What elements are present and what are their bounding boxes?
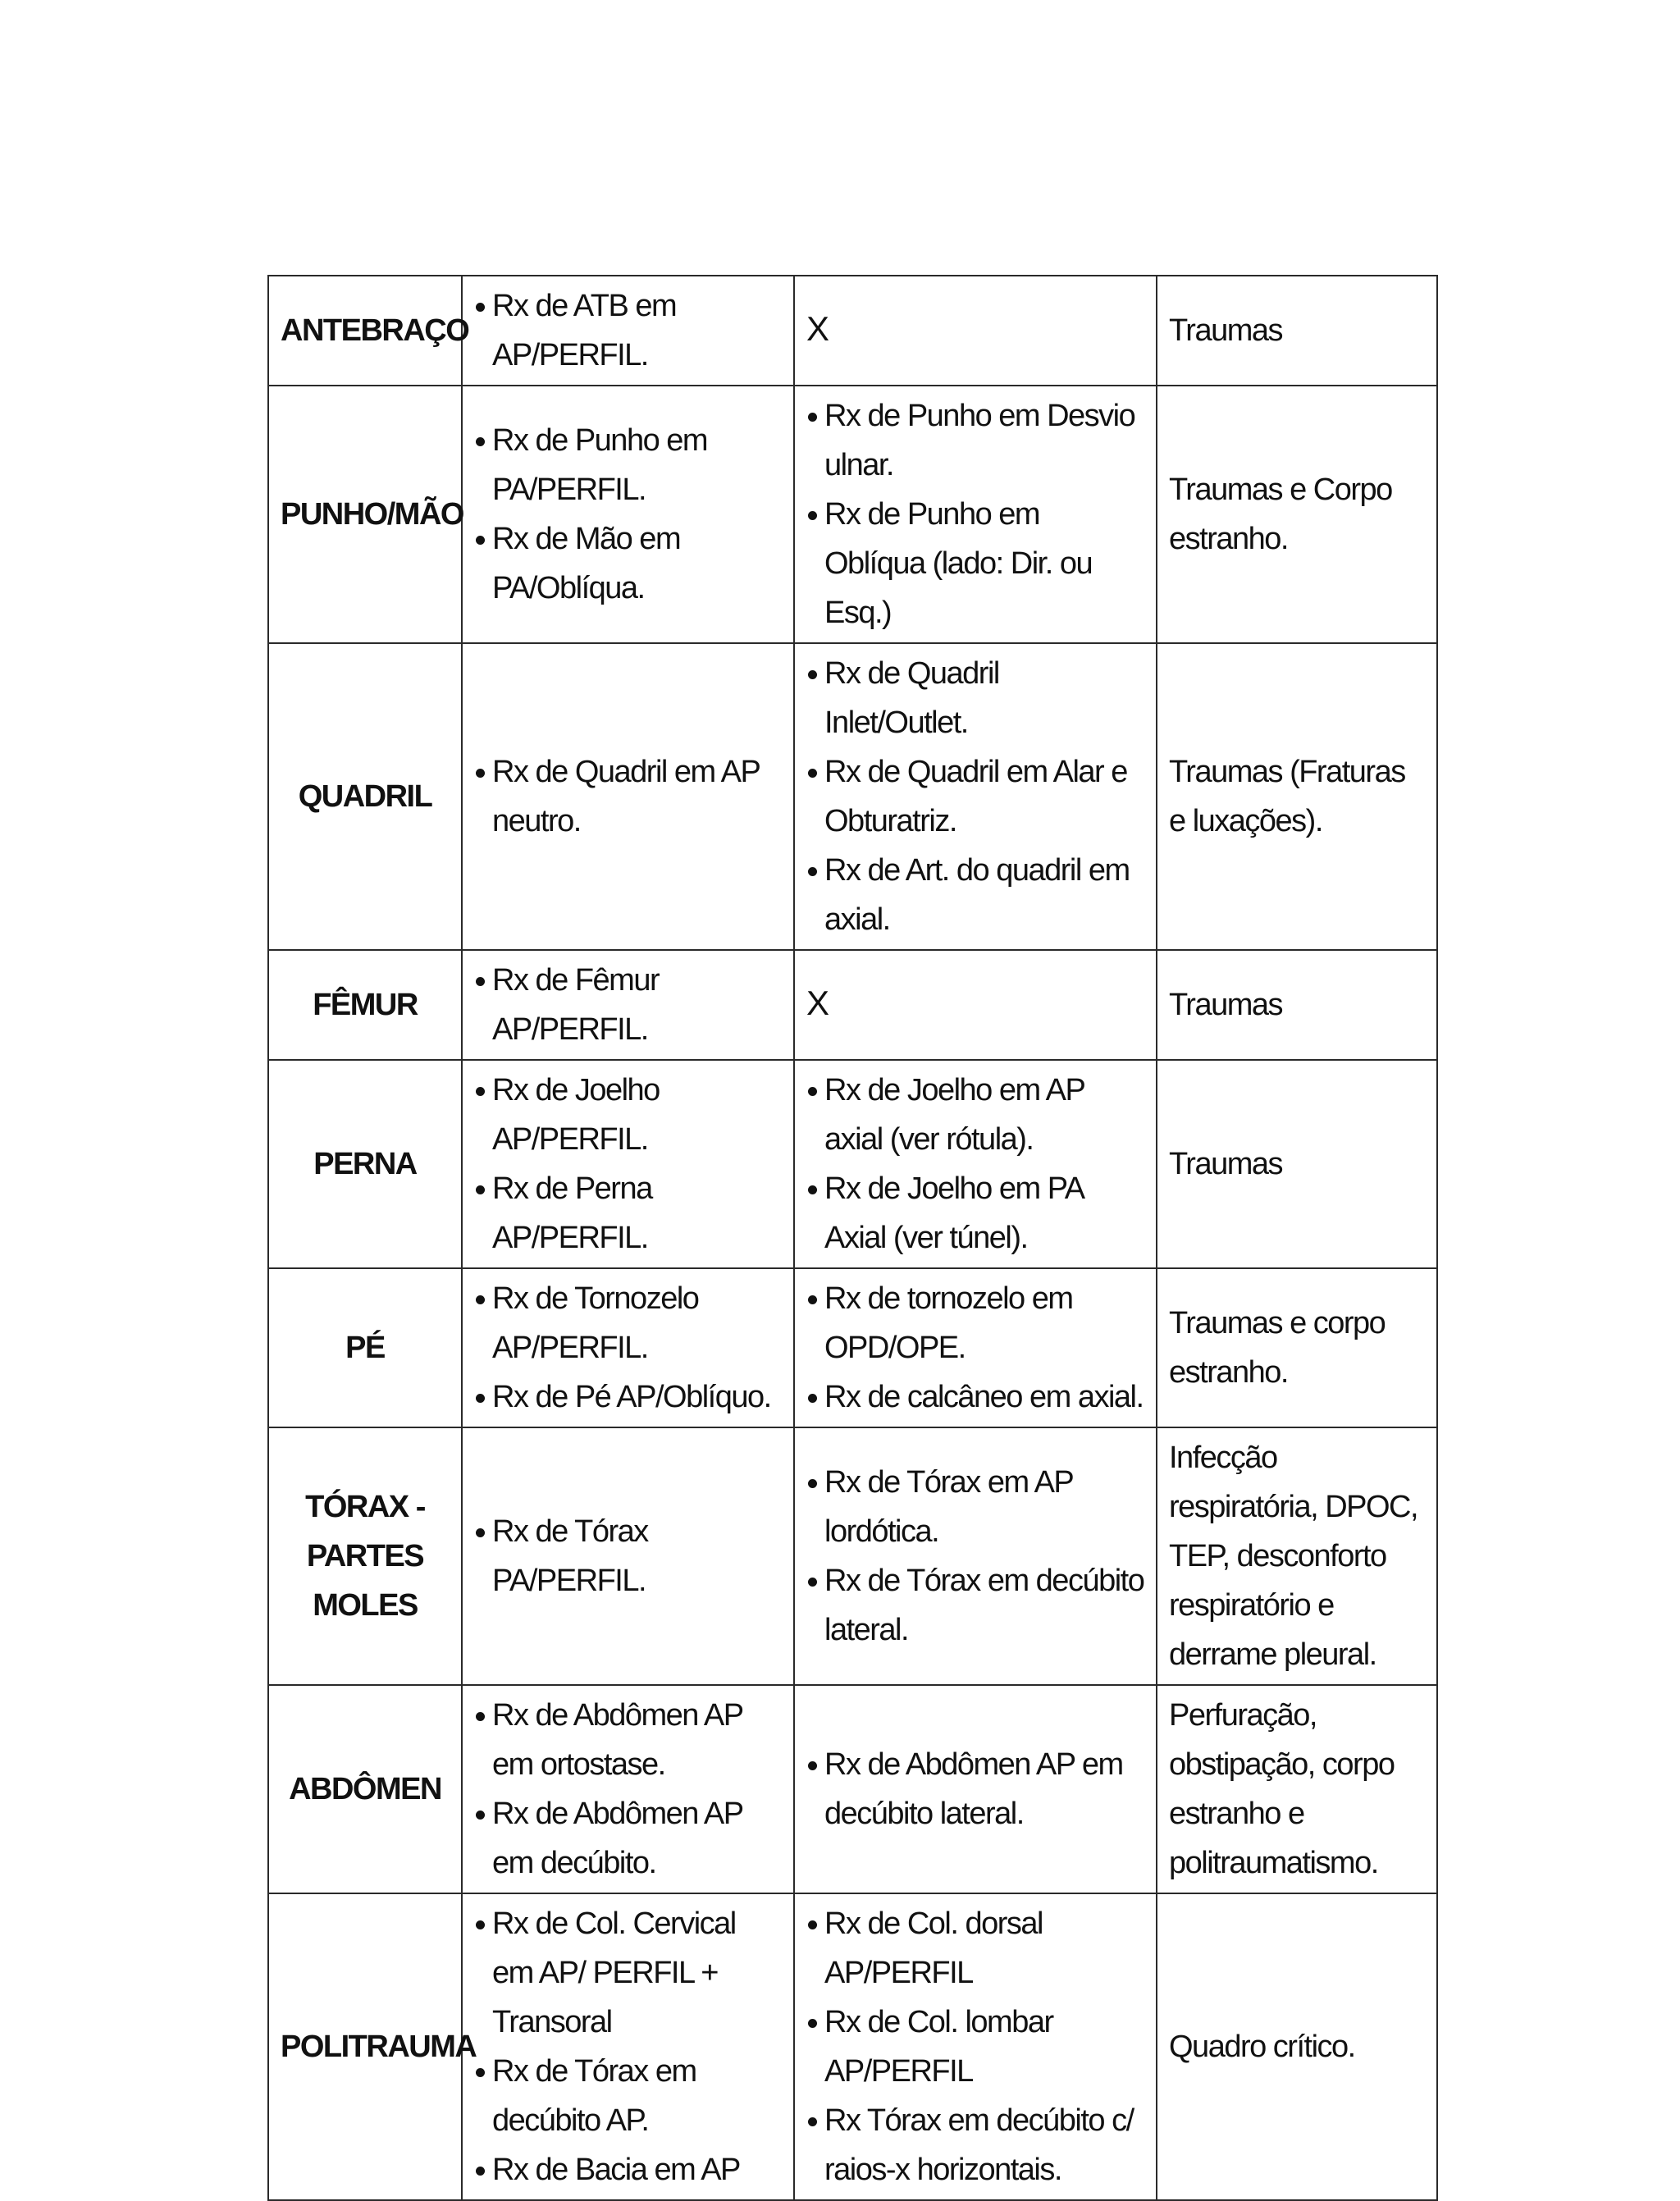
indication-cell: Traumas: [1157, 950, 1437, 1060]
not-applicable-mark: X: [806, 984, 829, 1022]
complementary-exams-cell: [794, 1060, 1157, 1268]
table-row: [268, 1685, 1437, 1893]
table-row: [268, 1060, 1437, 1268]
list-item: Rx de Tórax em decúbito lateral.: [806, 1556, 1144, 1655]
basic-exams-cell-list: [474, 1507, 782, 1605]
indication-cell: Traumas (Fraturas e luxações).: [1157, 643, 1437, 950]
basic-exams-cell-list: [474, 956, 782, 1054]
basic-exams-cell-list: [474, 1691, 782, 1888]
list-item: Rx de Bacia em AP: [474, 2145, 782, 2194]
list-item: Rx de Joelho em PA Axial (ver túnel).: [806, 1164, 1144, 1263]
not-applicable-mark: X: [806, 309, 829, 348]
region-cell: PERNA: [268, 1060, 462, 1268]
complementary-exams-cell-list: [806, 1740, 1144, 1838]
complementary-exams-cell: [794, 950, 1157, 1060]
basic-exams-cell: [462, 643, 794, 950]
complementary-exams-cell-list: [806, 391, 1144, 637]
complementary-exams-cell: [794, 643, 1157, 950]
basic-exams-cell: [462, 1268, 794, 1427]
table-body: [268, 276, 1437, 2200]
region-cell: TÓRAX - PARTES MOLES: [268, 1427, 462, 1685]
table-row: [268, 1893, 1437, 2200]
list-item: Rx de Joelho AP/PERFIL.: [474, 1066, 782, 1164]
list-item: Rx de Perna AP/PERFIL.: [474, 1164, 782, 1263]
complementary-exams-cell-list: [806, 1066, 1144, 1263]
table-row: [268, 1427, 1437, 1685]
table-row: [268, 950, 1437, 1060]
list-item: Rx de tornozelo em OPD/OPE.: [806, 1274, 1144, 1372]
complementary-exams-cell: [794, 276, 1157, 386]
indication-cell: Traumas e Corpo estranho.: [1157, 386, 1437, 643]
list-item: Rx de Abdômen AP em ortostase.: [474, 1691, 782, 1789]
list-item: Rx de Tórax em AP lordótica.: [806, 1458, 1144, 1556]
complementary-exams-cell: [794, 1268, 1157, 1427]
complementary-exams-cell: [794, 386, 1157, 643]
basic-exams-cell: [462, 386, 794, 643]
basic-exams-cell-list: [474, 281, 782, 380]
basic-exams-cell-list: [474, 1274, 782, 1422]
table-row: [268, 386, 1437, 643]
list-item: Rx de Abdômen AP em decúbito.: [474, 1789, 782, 1888]
indication-cell: Traumas: [1157, 276, 1437, 386]
table-row: [268, 643, 1437, 950]
basic-exams-cell-list: [474, 747, 782, 846]
list-item: Rx de Abdômen AP em decúbito lateral.: [806, 1740, 1144, 1838]
region-cell: POLITRAUMA: [268, 1893, 462, 2200]
basic-exams-cell-list: [474, 1899, 782, 2194]
list-item: Rx de Tórax PA/PERFIL.: [474, 1507, 782, 1605]
indication-cell: Infecção respiratória, DPOC, TEP, desconforto respiratório e derrame pleural.: [1157, 1427, 1437, 1685]
region-cell: ANTEBRAÇO: [268, 276, 462, 386]
list-item: Rx de calcâneo em axial.: [806, 1372, 1144, 1422]
table-row: [268, 1268, 1437, 1427]
basic-exams-cell: [462, 1427, 794, 1685]
complementary-exams-cell-list: [806, 1899, 1144, 2194]
list-item: Rx de Col. dorsal AP/PERFIL: [806, 1899, 1144, 1998]
complementary-exams-cell-list: [806, 1458, 1144, 1655]
list-item: Rx de ATB em AP/PERFIL.: [474, 281, 782, 380]
indication-cell: Perfuração, obstipação, corpo estranho e politraumatismo.: [1157, 1685, 1437, 1893]
list-item: Rx de Col. Cervical em AP/ PERFIL + Transoral: [474, 1899, 782, 2047]
list-item: Rx de Col. lombar AP/PERFIL: [806, 1998, 1144, 2096]
region-cell: ABDÔMEN: [268, 1685, 462, 1893]
list-item: Rx de Art. do quadril em axial.: [806, 846, 1144, 944]
basic-exams-cell-list: [474, 416, 782, 613]
list-item: Rx de Joelho em AP axial (ver rótula).: [806, 1066, 1144, 1164]
region-cell: FÊMUR: [268, 950, 462, 1060]
complementary-exams-cell-list: [806, 1274, 1144, 1422]
radiology-protocol-table: [267, 275, 1438, 2201]
region-cell: QUADRIL: [268, 643, 462, 950]
region-cell: PÉ: [268, 1268, 462, 1427]
basic-exams-cell: [462, 1685, 794, 1893]
complementary-exams-cell: [794, 1893, 1157, 2200]
list-item: Rx de Punho em Desvio ulnar.: [806, 391, 1144, 490]
basic-exams-cell-list: [474, 1066, 782, 1263]
list-item: Rx de Quadril em AP neutro.: [474, 747, 782, 846]
list-item: Rx de Punho em Oblíqua (lado: Dir. ou Esq.): [806, 490, 1144, 637]
list-item: Rx de Fêmur AP/PERFIL.: [474, 956, 782, 1054]
list-item: Rx de Tórax em decúbito AP.: [474, 2047, 782, 2145]
basic-exams-cell: [462, 276, 794, 386]
indication-cell: Traumas: [1157, 1060, 1437, 1268]
complementary-exams-cell: [794, 1685, 1157, 1893]
list-item: Rx de Quadril em Alar e Obturatriz.: [806, 747, 1144, 846]
complementary-exams-cell-list: [806, 649, 1144, 944]
list-item: Rx Tórax em decúbito c/ raios-x horizontais.: [806, 2096, 1144, 2194]
basic-exams-cell: [462, 950, 794, 1060]
basic-exams-cell: [462, 1060, 794, 1268]
region-cell: PUNHO/MÃO: [268, 386, 462, 643]
list-item: Rx de Tornozelo AP/PERFIL.: [474, 1274, 782, 1372]
list-item: Rx de Mão em PA/Oblíqua.: [474, 514, 782, 613]
list-item: Rx de Punho em PA/PERFIL.: [474, 416, 782, 514]
list-item: Rx de Quadril Inlet/Outlet.: [806, 649, 1144, 747]
basic-exams-cell: [462, 1893, 794, 2200]
list-item: Rx de Pé AP/Oblíquo.: [474, 1372, 782, 1422]
complementary-exams-cell: [794, 1427, 1157, 1685]
indication-cell: Quadro crítico.: [1157, 1893, 1437, 2200]
indication-cell: Traumas e corpo estranho.: [1157, 1268, 1437, 1427]
table-row: [268, 276, 1437, 386]
